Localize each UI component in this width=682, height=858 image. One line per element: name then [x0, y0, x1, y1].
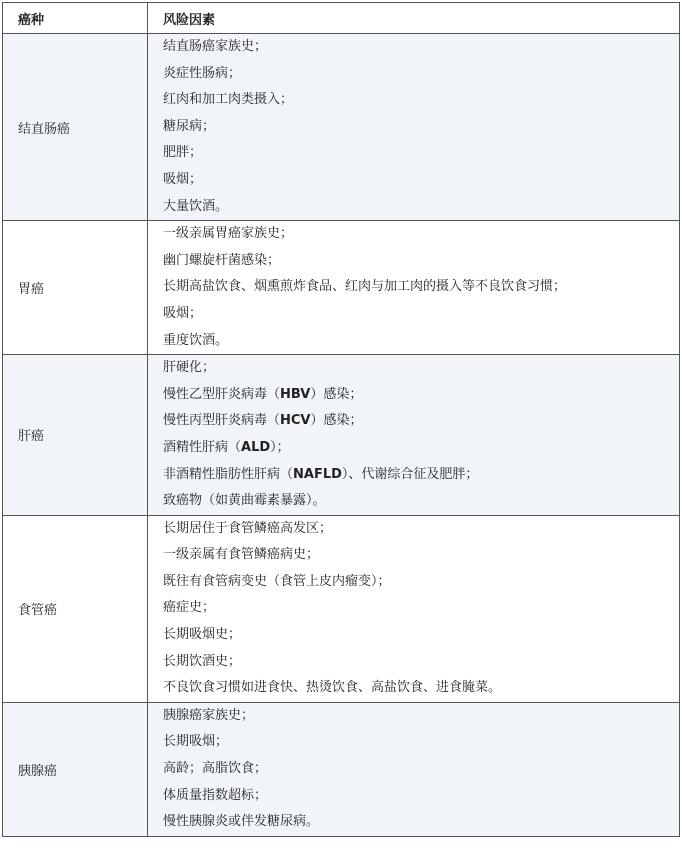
- risk-factor-item: 既往有食管病变史（食管上皮内瘤变）；: [163, 573, 391, 589]
- risk-factor-table-container: [2, 2, 679, 837]
- risk-factor-item: 肥胖；: [163, 145, 203, 161]
- risk-factor-item: 慢性乙型肝炎病毒（HBV）感染；: [163, 386, 363, 402]
- risk-factor-item: 幽门螺旋杆菌感染；: [163, 252, 281, 268]
- risk-factor-item: 炎症性肠病；: [163, 65, 242, 81]
- table-row: [3, 515, 680, 702]
- header-risk-factors: 风险因素: [148, 3, 680, 34]
- risk-factor-table: [2, 2, 680, 837]
- risk-factor-item: 慢性丙型肝炎病毒（HCV）感染；: [163, 413, 363, 429]
- cancer-type-cell: 食管癌: [3, 515, 148, 702]
- risk-factor-item: 慢性胰腺炎或伴发糖尿病。: [163, 814, 320, 830]
- risk-factors-cell: [148, 34, 680, 221]
- table-row: [3, 355, 680, 516]
- risk-factor-item: 长期高盐饮食、烟熏煎炸食品、红肉与加工肉的摄入等不良饮食习惯；: [163, 279, 567, 295]
- risk-factor-item: 高龄；高脂饮食；: [163, 761, 268, 777]
- risk-factor-item: 体质量指数超标；: [163, 787, 268, 803]
- risk-factor-item: 一级亲属胃癌家族史；: [163, 226, 294, 242]
- risk-factor-item: 酒精性肝病（ALD）；: [163, 439, 290, 455]
- risk-factor-item: 癌症史；: [163, 600, 216, 616]
- risk-factor-item: 肝硬化；: [163, 360, 216, 376]
- cancer-type-cell: 肝癌: [3, 355, 148, 516]
- header-cancer-type: 癌种: [3, 3, 148, 34]
- risk-factor-item: 结直肠癌家族史；: [163, 39, 268, 54]
- cancer-type-cell: 结直肠癌: [3, 34, 148, 221]
- risk-factor-item: 大量饮酒。: [163, 198, 229, 214]
- risk-factors-cell: [148, 702, 680, 836]
- risk-factor-item: 吸烟；: [163, 305, 203, 321]
- risk-factor-item: 红肉和加工肉类摄入；: [163, 92, 294, 108]
- risk-factor-item: 长期居住于食管鳞癌高发区；: [163, 520, 333, 536]
- table-body: [3, 34, 680, 837]
- table-row: [3, 221, 680, 355]
- table-row: [3, 34, 680, 221]
- table-row: [3, 702, 680, 836]
- risk-factor-item: 长期吸烟史；: [163, 627, 242, 643]
- risk-factor-item: 重度饮酒。: [163, 332, 229, 348]
- risk-factor-item: 致癌物（如黄曲霉素暴露）。: [163, 493, 326, 509]
- risk-factor-item: 胰腺癌家族史；: [163, 707, 255, 723]
- table-header-row: [3, 3, 680, 34]
- risk-factor-item: 糖尿病；: [163, 118, 216, 134]
- risk-factors-cell: [148, 355, 680, 516]
- cancer-type-cell: 胃癌: [3, 221, 148, 355]
- risk-factor-item: 长期饮酒史；: [163, 653, 242, 669]
- risk-factor-item: 吸烟；: [163, 171, 203, 187]
- cancer-type-cell: 胰腺癌: [3, 702, 148, 836]
- risk-factor-item: 非酒精性脂肪性肝病（NAFLD）、代谢综合征及肥胖；: [163, 466, 479, 482]
- risk-factor-item: 一级亲属有食管鳞癌病史；: [163, 547, 320, 563]
- risk-factor-item: 不良饮食习惯如进食快、热烫饮食、高盐饮食、进食腌菜。: [163, 680, 502, 696]
- risk-factors-cell: [148, 221, 680, 355]
- risk-factor-item: 长期吸烟；: [163, 734, 229, 750]
- risk-factors-cell: [148, 515, 680, 702]
